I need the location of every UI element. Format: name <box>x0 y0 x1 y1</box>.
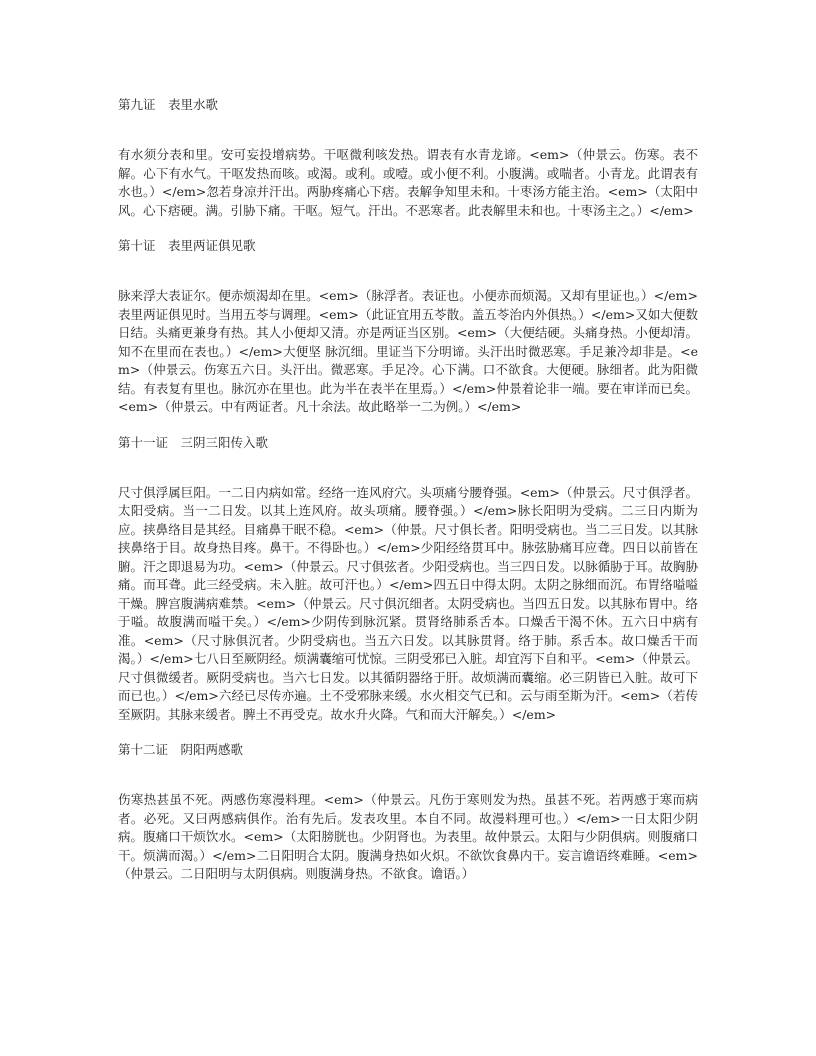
section-heading: 第十二证 阴阳两感歌 <box>118 742 244 757</box>
section-paragraph: 有水须分表和里。安可妄投增病势。干呕微利咳发热。谓表有水青龙谛。<em>（仲景云。伤寒。表不解。心下有水气。干呕发热而咳。或渴。或利。或噎。或小便不利。小腹满。或喘者。小青龙。此谓表有水也。）</em>忽若身凉并汗出。两胁疼痛心下痞。表解争知里未和。十枣汤方能主治。<em>（太阳中风。心下痞硬。满。引胁下痛。干呕。短气。汗出。不恶寒者。此表解里未和也。十枣汤主之。）</em> <box>118 147 698 218</box>
section-heading: 第十一证 三阴三阳传入歌 <box>118 434 269 450</box>
section-paragraph: 尺寸俱浮属巨阳。一二日内病如常。经络一连风府穴。头项痛兮腰脊强。<em>（仲景云。尺寸俱浮者。太阳受病。当一二日发。以其上连风府。故头项痛。腰脊强。）</em>脉长阳明为受病。二三日内斯为应。挟鼻络目是其经。目痛鼻干眠不稳。<em>（仲景。尺寸俱长者。阳明受病也。当二三日发。以其脉挟鼻络于目。故身热目疼。鼻干。不得卧也。）</em>少阳经络贯耳中。脉弦胁痛耳应聋。四日以前皆在腑。汗之即退易为功。<em>（仲景云。尺寸俱弦者。少阳受病也。当三四日发。以脉循胁于耳。故胸胁痛。而耳聋。此三经受病。未入脏。故可汗也。）</em>四五日中得太阴。太阴之脉细而沉。布胃络嗌嗌干燥。脾宫腹满病难禁。<em>（仲景云。尺寸俱沉细者。太阴受病也。当四五日发。以其脉布胃中。络于嗌。故腹满而嗌干矣。）</em>少阴传到脉沉紧。贯肾络肺系舌本。口燥舌干渴不休。五六日中病有准。<em>（尺寸脉俱沉者。少阴受病也。当五六日发。以其脉贯肾。络于肺。系舌本。故口燥舌干而渴。）</em>七八日至厥阴经。烦满囊缩可忧惊。三阴受邪已入脏。却宜泻下自和平。<em>（仲景云。尺寸俱微缓者。厥阴受病也。当六七日发。以其循阴器络于肝。故烦满而囊缩。必三阴皆已入脏。故可下而已也。）</em>六经已尽传亦遍。土不受邪脉来缓。水火相交气已和。云与雨至斯为汗。<em>（若传至厥阴。其脉来缓者。脾土不再受克。故水升火降。气和而大汗解矣。）</em> <box>118 484 698 722</box>
section-heading: 第十证 表里两证俱见歌 <box>118 238 256 253</box>
section-paragraph: 脉来浮大表证尔。便赤烦渴却在里。<em>（脉浮者。表证也。小便赤而烦渴。又却有里证也。）</em>表里两证俱见时。当用五苓与调理。<em>（此证宜用五苓散。盖五苓治内外俱热。）</em>又如大便数日结。头痛更兼身有热。其人小便却又清。亦是两证当区别。<em>（大便结硬。头痛身热。小便却清。知不在里而在表也。）</em>大便坚 脉沉细。里证当下分明谛。头汗出时微恶寒。手足兼冷却非是。<em>（仲景云。伤寒五六日。头汗出。微恶寒。手足冷。心下满。口不欲食。大便硬。脉细者。此为阳微结。有表复有里也。脉沉亦在里也。此为半在表半在里焉。）</em>仲景着论非一端。要在审详而已矣。<em>（仲景云。中有两证者。凡十余法。故此略举一二为例。）</em> <box>118 288 698 414</box>
section-heading: 第九证 表里水歌 <box>118 97 219 112</box>
document-page <box>118 96 698 884</box>
section-paragraph: 伤寒热甚虽不死。两感伤寒漫料理。<em>（仲景云。凡伤于寒则发为热。虽甚不死。若两感于寒而病者。必死。又曰两感病俱作。治有先后。发表攻里。本自不同。故漫料理可也。）</em>一日太阳少阴病。腹痛口干烦饮水。<em>（太阳膀胱也。少阴肾也。为表里。故仲景云。太阳与少阴俱病。则腹痛口干。烦满而渴。）</em>二日阳明合太阴。腹满身热如火炽。不欲饮食鼻内干。妄言谵语终难睡。<em>（仲景云。二日阳明与太阴俱病。则腹满身热。不欲食。谵语。） <box>118 792 698 881</box>
